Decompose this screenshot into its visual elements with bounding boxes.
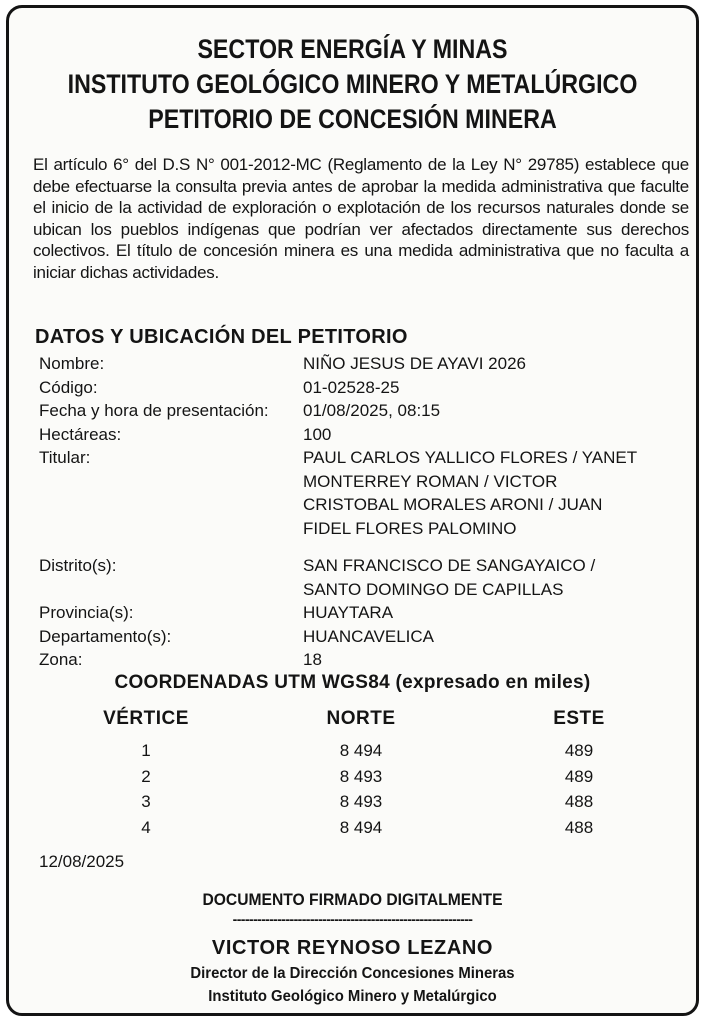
field-value: 18 xyxy=(303,650,322,669)
coordinates-title: COORDENADAS UTM WGS84 (expresado en miles) xyxy=(114,672,591,693)
este-cell: 489 xyxy=(564,741,594,760)
field-hectareas xyxy=(39,423,689,447)
field-label: Código: xyxy=(39,377,98,397)
signature-line: ----------------------------------------------------------- xyxy=(232,912,473,926)
field-label: Hectáreas: xyxy=(39,424,122,444)
field-distrito xyxy=(39,554,689,601)
vertice-cell: 1 xyxy=(141,741,151,760)
field-provincia xyxy=(39,601,689,625)
field-label: Zona: xyxy=(39,650,83,669)
digital-signature-label: DOCUMENTO FIRMADO DIGITALMENTE xyxy=(202,890,503,909)
norte-cell: 8 494 xyxy=(339,817,383,837)
norte-cell: 8 493 xyxy=(339,766,383,786)
field-value: SAN FRANCISCO DE SANGAYAICO / SANTO DOMINGO DE CAPILLAS xyxy=(303,556,596,599)
notice-frame xyxy=(6,5,699,1016)
este-cell: 488 xyxy=(564,817,594,837)
field-value: 01/08/2025, 08:15 xyxy=(303,401,441,420)
signature-block xyxy=(9,888,696,1008)
field-label: Distrito(s): xyxy=(39,556,117,575)
publication-date: 12/08/2025 xyxy=(39,852,125,871)
field-value: HUAYTARA xyxy=(303,603,394,622)
field-value: 01-02528-25 xyxy=(303,377,400,397)
signer-role: Director de la Dirección Concesiones Mineras xyxy=(190,965,515,982)
signer-name: VICTOR REYNOSO LEZANO xyxy=(211,937,494,959)
vertice-cell: 4 xyxy=(141,817,151,837)
field-label: Provincia(s): xyxy=(39,603,134,622)
field-value: NIÑO JESUS DE AYAVI 2026 xyxy=(303,354,526,373)
este-cell: 488 xyxy=(564,792,594,811)
table-row xyxy=(9,738,696,764)
table-row xyxy=(9,815,696,841)
field-label: Titular: xyxy=(39,448,91,467)
column-header-este: ESTE xyxy=(553,708,605,729)
coordinates-table xyxy=(9,708,696,840)
field-label: Fecha y hora de presentación: xyxy=(39,401,269,420)
table-row xyxy=(9,789,696,815)
field-nombre xyxy=(39,352,689,376)
header xyxy=(57,32,648,137)
field-label: Departamento(s): xyxy=(39,626,172,646)
table-row xyxy=(9,764,696,790)
norte-cell: 8 493 xyxy=(339,792,383,811)
vertice-cell: 2 xyxy=(141,766,151,786)
field-value: PAUL CARLOS YALLICO FLORES / YANET MONTERREY ROMAN / VICTOR CRISTOBAL MORALES ARONI / JUAN FIDEL FLORES PALOMINO xyxy=(303,448,637,538)
vertice-cell: 3 xyxy=(141,792,151,811)
header-institute: INSTITUTO GEOLÓGICO MINERO Y METALÚRGICO xyxy=(67,69,638,99)
field-departamento xyxy=(39,625,689,649)
field-codigo xyxy=(39,376,689,400)
field-label: Nombre: xyxy=(39,354,105,373)
field-fecha xyxy=(39,399,689,423)
section-title: DATOS Y UBICACIÓN DEL PETITORIO xyxy=(35,326,408,348)
norte-cell: 8 494 xyxy=(339,741,383,760)
signer-organization: Instituto Geológico Minero y Metalúrgico xyxy=(208,988,497,1005)
header-sector: SECTOR ENERGÍA Y MINAS xyxy=(197,34,508,64)
coordinates-header-row xyxy=(9,708,696,738)
petition-fields xyxy=(39,352,689,672)
field-value: 100 xyxy=(303,424,332,444)
field-value: HUANCAVELICA xyxy=(303,626,434,646)
field-titular xyxy=(39,446,689,540)
column-header-vertice: VÉRTICE xyxy=(103,708,189,729)
column-header-norte: NORTE xyxy=(326,708,396,729)
field-zona xyxy=(39,648,689,672)
header-title: PETITORIO DE CONCESIÓN MINERA xyxy=(148,104,557,134)
este-cell: 489 xyxy=(564,766,594,786)
intro-paragraph: El artículo 6° del D.S N° 001-2012-MC (Reglamento de la Ley N° 29785) establece que debe efectuarse la consulta previa antes de aprobar la medida administrativa que faculte el inicio de la actividad de exploración o explotación de los recursos naturales donde se ubican los pueblos indígenas que podrían ver afectados directamente sus derechos colectivos. El título de concesión minera es una medida administrativa que no faculta a iniciar dichas actividades. xyxy=(33,155,689,282)
